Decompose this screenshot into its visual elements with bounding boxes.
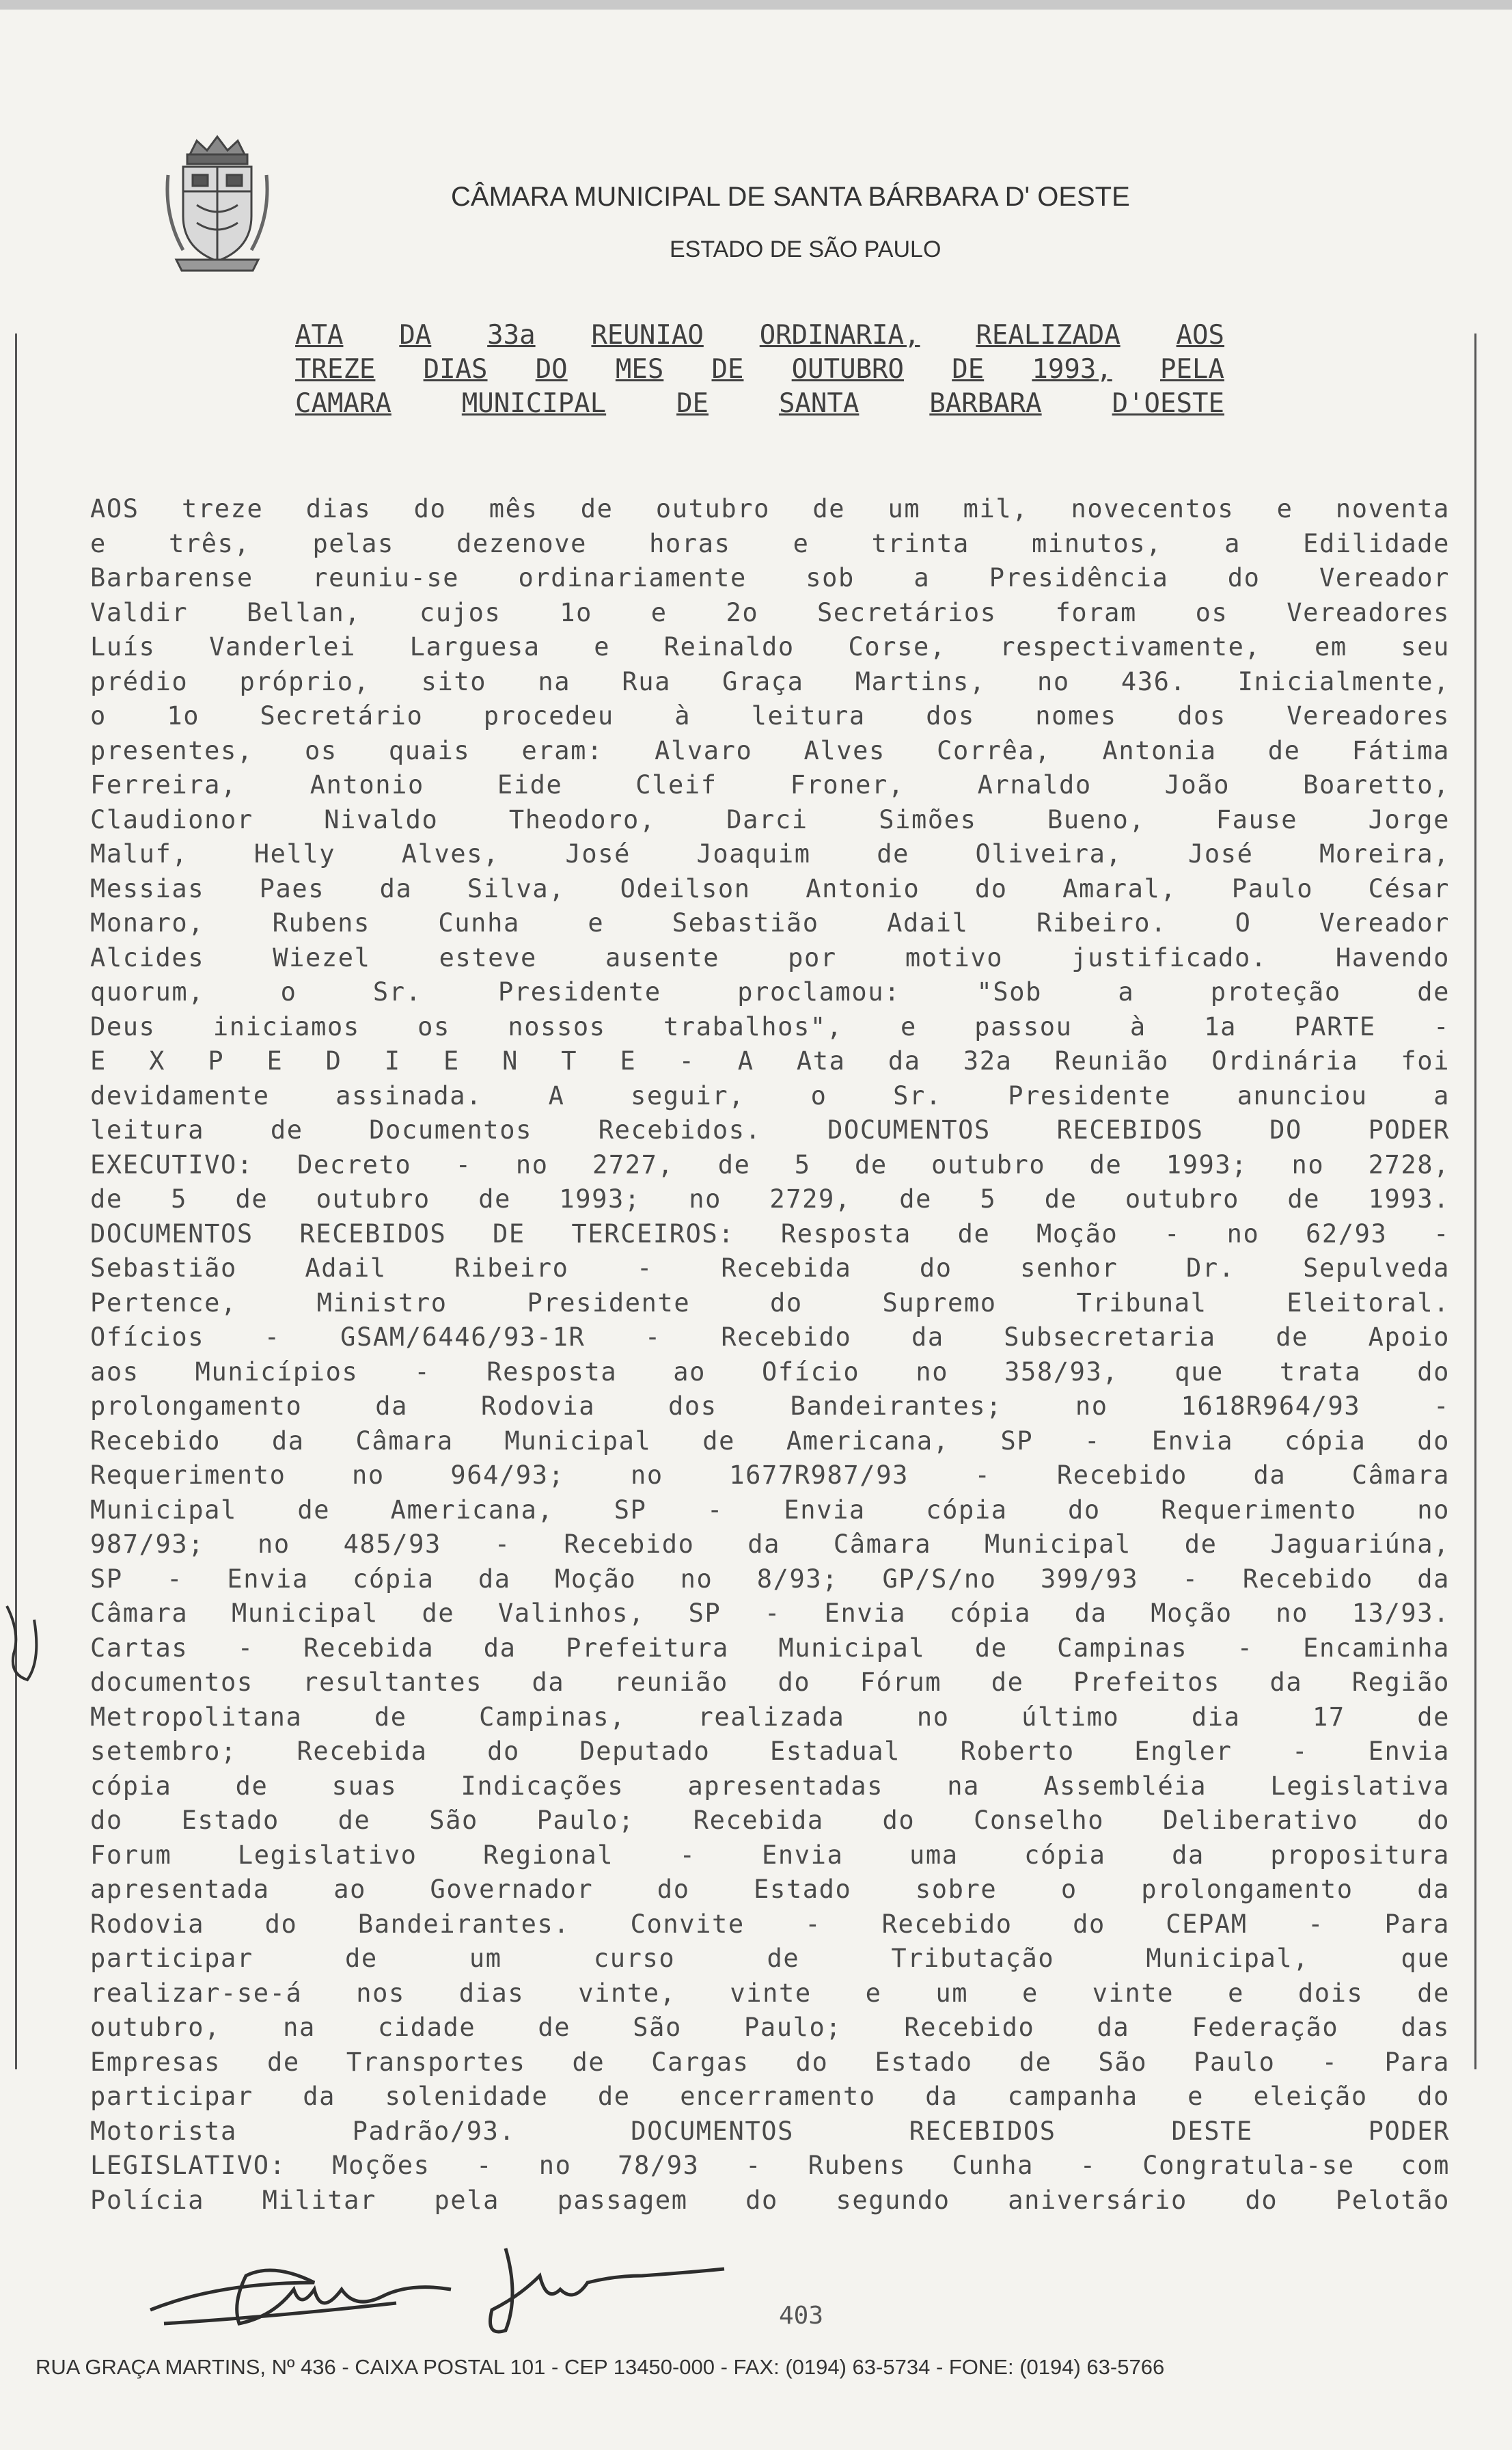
signatures — [137, 2235, 820, 2344]
title-word: MES — [615, 354, 664, 385]
body-line: do Estado de São Paulo; Recebida do Conselho Deliberativo do — [90, 1806, 1450, 1835]
scan-top-edge — [0, 0, 1512, 10]
title-word: CAMARA — [295, 388, 391, 419]
title-word: REALIZADA — [976, 320, 1121, 351]
body-line: Messias Paes da Silva, Odeilson Antonio do Amaral, Paulo César — [90, 873, 1450, 903]
page-number: 403 — [779, 2302, 824, 2330]
body-line: participar da solenidade de encerramento da campanha e eleição do — [90, 2082, 1450, 2111]
body-line: e três, pelas dezenove horas e trinta minutos, a Edilidade — [90, 528, 1450, 558]
title-word: REUNIAO — [591, 320, 704, 351]
body-line: participar de um curso de Tributação Municipal, que — [90, 1944, 1450, 1973]
footer-address: RUA GRAÇA MARTINS, Nº 436 - CAIXA POSTAL 101 - CEP 13450-000 - FAX: (0194) 63-5734 - FONE: (0194) 63-5766 — [36, 2355, 1165, 2379]
body-line: apresentada ao Governador do Estado sobre o prolongamento da — [90, 1875, 1450, 1904]
body-line: o 1o Secretário procedeu à leitura dos nomes dos Vereadores — [90, 701, 1450, 731]
title-word: DIAS — [423, 354, 488, 385]
body-line: LEGISLATIVO: Moções - no 78/93 - Rubens Cunha - Congratula-se com — [90, 2151, 1450, 2180]
body-line: Luís Vanderlei Larguesa e Reinaldo Corse, respectivamente, em seu — [90, 632, 1450, 662]
body-line: Rodovia do Bandeirantes. Convite - Recebido do CEPAM - Para — [90, 1909, 1450, 1939]
municipal-coat-of-arms-icon — [163, 134, 272, 277]
title-line-1 — [295, 318, 1224, 353]
org-state: ESTADO DE SÃO PAULO — [670, 236, 941, 262]
body-line: presentes, os quais eram: Alvaro Alves Corrêa, Antonia de Fátima — [90, 735, 1450, 765]
title-word: TREZE — [295, 354, 376, 385]
body-line: Claudionor Nivaldo Theodoro, Darci Simões Bueno, Fause Jorge — [90, 804, 1450, 834]
body-line: Municipal de Americana, SP - Envia cópia do Requerimento no — [90, 1495, 1450, 1525]
title-word: DE — [952, 354, 985, 385]
title-word: ATA — [295, 320, 344, 351]
body-line: Maluf, Helly Alves, José Joaquim de Oliveira, José Moreira, — [90, 839, 1450, 869]
body-line: Polícia Militar pela passagem do segundo aniversário do Pelotão — [90, 2185, 1450, 2215]
body-line: AOS treze dias do mês de outubro de um mil, novecentos e noventa — [90, 494, 1450, 523]
body-line: Pertence, Ministro Presidente do Supremo Tribunal Eleitoral. — [90, 1288, 1450, 1318]
body-line: realizar-se-á nos dias vinte, vinte e um e vinte e dois de — [90, 1978, 1450, 2008]
margin-rule-left — [15, 334, 17, 2069]
body-line: Deus iniciamos os nossos trabalhos", e passou à 1a PARTE - — [90, 1011, 1450, 1042]
margin-initials-icon — [0, 1592, 48, 1688]
body-line: Câmara Municipal de Valinhos, SP - Envia cópia da Moção no 13/93. — [90, 1598, 1450, 1628]
title-word: DE — [676, 388, 709, 419]
body-line: 987/93; no 485/93 - Recebido da Câmara Municipal de Jaguariúna, — [90, 1529, 1450, 1559]
title-word: SANTA — [778, 388, 860, 419]
title-word: PELA — [1159, 354, 1224, 385]
body-line: de 5 de outubro de 1993; no 2729, de 5 de outubro de 1993. — [90, 1184, 1450, 1214]
body-line: outubro, na cidade de São Paulo; Recebido da Federação das — [90, 2013, 1450, 2042]
body-line: aos Municípios - Resposta ao Ofício no 358/93, que trata do — [90, 1357, 1450, 1387]
body-line: E X P E D I E N T E - A Ata da 32a Reunião Ordinária foi — [90, 1046, 1450, 1076]
title-word: 33a — [487, 320, 536, 351]
body-line: Requerimento no 964/93; no 1677R987/93 - Recebido da Câmara — [90, 1460, 1450, 1490]
org-name: CÂMARA MUNICIPAL DE SANTA BÁRBARA D' OESTE — [451, 182, 1130, 212]
body-line: Ofícios - GSAM/6446/93-1R - Recebido da Subsecretaria de Apoio — [90, 1322, 1450, 1352]
title-word: 1993, — [1032, 354, 1112, 385]
title-word: AOS — [1176, 320, 1224, 351]
body-line: Empresas de Transportes de Cargas do Estado de São Paulo - Para — [90, 2047, 1450, 2077]
minutes-body — [90, 492, 1450, 2218]
body-line: Metropolitana de Campinas, realizada no último dia 17 de — [90, 1702, 1450, 1732]
signature-2-icon — [491, 2248, 725, 2332]
body-line: cópia de suas Indicações apresentadas na Assembléia Legislativa — [90, 1771, 1450, 1801]
title-word: MUNICIPAL — [461, 388, 607, 419]
title-line-3 — [295, 387, 1224, 421]
title-word: D'OESTE — [1112, 388, 1224, 419]
document-title — [295, 318, 1224, 421]
body-line: prédio próprio, sito na Rua Graça Martins, no 436. Inicialmente, — [90, 666, 1450, 696]
title-line-2 — [295, 353, 1224, 387]
body-line: Valdir Bellan, cujos 1o e 2o Secretários foram os Vereadores — [90, 597, 1450, 627]
signature-1-icon — [150, 2270, 451, 2324]
body-line: prolongamento da Rodovia dos Bandeirantes; no 1618R964/93 - — [90, 1391, 1450, 1421]
body-line: Forum Legislativo Regional - Envia uma cópia da propositura — [90, 1840, 1450, 1870]
body-line: setembro; Recebida do Deputado Estadual Roberto Engler - Envia — [90, 1737, 1450, 1766]
body-line: Recebido da Câmara Municipal de Americana, SP - Envia cópia do — [90, 1426, 1450, 1456]
title-word: ORDINARIA, — [759, 320, 920, 351]
body-line: DOCUMENTOS RECEBIDOS DE TERCEIROS: Resposta de Moção - no 62/93 - — [90, 1219, 1450, 1249]
body-line: Ferreira, Antonio Eide Cleif Froner, Arnaldo João Boaretto, — [90, 770, 1450, 800]
title-word: DA — [399, 320, 432, 351]
body-line: Monaro, Rubens Cunha e Sebastião Adail Ribeiro. O Vereador — [90, 908, 1450, 938]
body-line: EXECUTIVO: Decreto - no 2727, de 5 de outubro de 1993; no 2728, — [90, 1149, 1450, 1180]
margin-rule-right — [1474, 334, 1476, 2069]
body-line: devidamente assinada. A seguir, o Sr. Presidente anunciou a — [90, 1080, 1450, 1111]
body-line: Sebastião Adail Ribeiro - Recebida do senhor Dr. Sepulveda — [90, 1253, 1450, 1283]
body-line: SP - Envia cópia da Moção no 8/93; GP/S/no 399/93 - Recebido da — [90, 1564, 1450, 1594]
body-line: documentos resultantes da reunião do Fórum de Prefeitos da Região — [90, 1668, 1450, 1697]
body-line: Cartas - Recebida da Prefeitura Municipal de Campinas - Encaminha — [90, 1633, 1450, 1663]
body-line: Alcides Wiezel esteve ausente por motivo justificado. Havendo — [90, 942, 1450, 972]
body-line: quorum, o Sr. Presidente proclamou: "Sob a proteção de — [90, 977, 1450, 1007]
body-line: leitura de Documentos Recebidos. DOCUMENTOS RECEBIDOS DO PODER — [90, 1115, 1450, 1145]
title-word: DE — [711, 354, 744, 385]
title-word: OUTUBRO — [791, 354, 905, 385]
title-word: BARBARA — [929, 388, 1042, 419]
body-line: Motorista Padrão/93. DOCUMENTOS RECEBIDOS DESTE PODER — [90, 2116, 1450, 2146]
body-line: Barbarense reuniu-se ordinariamente sob a Presidência do Vereador — [90, 563, 1450, 593]
title-word: DO — [535, 354, 568, 385]
